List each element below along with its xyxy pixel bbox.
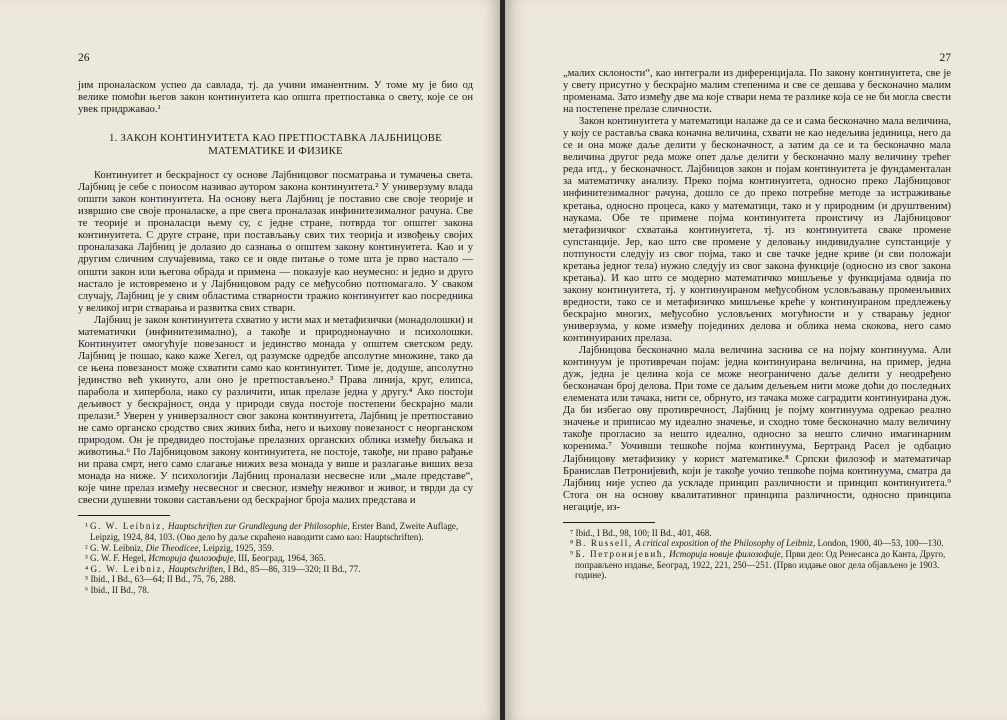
- right-page: [505, 0, 1007, 720]
- footnote-separator: [78, 515, 170, 516]
- footnote: ² G. W. Leibniz, Die Theodicee, Leipzig, 1925, 359.: [85, 542, 274, 553]
- footnote: ⁴ G. W. Leibniz, Hauptschriften, I Bd., 85—86, 319—320; II Bd., 77.: [85, 563, 361, 574]
- paragraph: Закон континуитета у математици налаже да се и сама бесконачно мала величина, у коју се раставља свака коначна величина, схвати не као недељива јединица, него да се и она може даље делити у бесконачност, а затим да се и та бесконачно мала величина другог реда може опет даље делити у бесконачно малу величину трећег реда итд., у бесконачност. Лајбницов закон и појам континуитета је фундаменталан за математичку анализу. Преко појма континуитета, односно преко Лајбницовог инфинитезималног рачуна, дошло се до преко потребне методе за истраживање кретања, односно процеса, како у математици, тако и у природним (и друштвеним) наукама. Обе те примене појма континуитета проистичу из Лајбницовог метафизичког схватања континуитета, тј. из континуитета сваке промене супстанције. Јер, као што све промене у деловању индивидуалне супстанције у потпуности следују из свог појма, тако и све тачке једне криве (и сви положаји кретања једног тела) нужно следују из свог закона функције (односно из свог закона кретања). И као што се модерно математичко мишљење у функцијама одвија по закону континуитета, тј. у континуираном међусобном условљавању променљивих вредности, тако се и метафизичко мишљење креће у континуираном предлежењу бескрајно многих, међусобно условљених могућности и у стварању једног универзума, у коме између појединих делова и облика нема скокова, него само континуираних прелаза.: [563, 116, 951, 345]
- footnote: ⁷ Ibid., I Bd., 98, 100; II Bd., 401, 468.: [570, 527, 712, 538]
- footnote: ⁵ Ibid., I Bd., 63—64; II Bd., 75, 76, 288.: [85, 574, 236, 585]
- paragraph: Континуитет и бескрајност су основе Лајбницовог посматрања и тумачења света. Лајбниц је себе с поносом називао аутором закона континуитета.² У универзуму влада општи закон континуитета. На основу њега Лајбниц је поставио све своје теорије и извршио све своје проналаске, а пре свега проналазак инфинитезималног рачуна. Све те теорије и проналасци њему су, с једне стране, потврда тог општег закона континуитета. С друге стране, при постављању свих тих теорија и извођењу својих проналазака Лајбниц је долазио до сазнања о општем закону континуитета. Као и у другим сличним случајевима, тако се и овде питање о томе шта је прво настало — општи закон или његова обрада и примена — показује као неумесно: и једно и друго настало је истовремено и у Лајбницовом раду се међусобно потпомагало. У сваком случају, Лајбниц је у свим областима стварности тражио континуитет као посредника у великој игри стварања и развитка свих ствари.: [78, 170, 473, 314]
- paragraph: Лајбницова бесконачно мала величина заснива се на појму континуума. Али континуум је противречан појам: једна континуирана величина, на пример, једна дуж, једна је целина која се може неограничено даље делити у неодређено бесконачан број делова. При томе се даљим дељењем нити може доћи до последњих елемената или тачака, нити се, обрнуто, из тачака може саградити континуирана дуж. Да би избегао ову противречност, Лајбниц је појму континуума одрекао реално значење и приписао му идеално значење, и сходно томе бесконачно малу величину такође прогласио за нешто идеално, односно за нешто слично имагинарним коренима.⁷ Уочивши тешкоће појма континуума, Бертранд Расел је одбацио Лајбницову метафизику у корист математике.⁸ Српски филозоф и математичар Бранислав Петронијевић, који је такође уочио тешкоће појма континуума, сматра да Лајбниц није успео да ускладе принцип различности и принцип континуитета.⁹ Стога он на основу квалитативног принципа различности, односно принципа негације, из-: [563, 345, 951, 513]
- paragraph: „малих склоности“, као интеграли из диференцијала. По закону континуитета, све је у свету присутно у бескрајно малим степенима и све се дешава у бесконачно малим променама. Зато између две ма које ствари нема те разлике која се не би могла свести на постепене прелазе сличности.: [563, 68, 951, 116]
- footnote: ⁶ Ibid., II Bd., 78.: [85, 585, 150, 596]
- footnotes: [563, 528, 951, 581]
- footnote-separator: [563, 522, 655, 523]
- left-body-text: [78, 80, 473, 507]
- page-number: 27: [939, 52, 951, 64]
- paragraph: Лајбниц је закон континуитета схватио у исти мах и метафизички (монадолошки) и математички (инфинитезимално), а такође и природнонаучно и психолошки. Континуитет омогућује повезаност и јединство монада у општем светском реду. Лајбниц је пошао, како каже Хегел, од разумске одредбе апсолутне множине, тако да се њена повезаност може схватити само као континуитет. Тиме је, додуше, апсолутно јединство већ укинуто, али оно је претпостављено.³ Права линија, круг, елипса, парабола и хипербола, иако су различити, ипак прелазе једна у другу.⁴ Ако постоји дељивост у бескрајност, онда у природи свуда постоје постепени бескрајно мали прелази.⁵ Уверен у универзалност свог закона континуитета, Лајбниц је претпоставио не само органско сродство свих живих бића, него и њихову повезаност с неорганском природом. Он је предвидео постојање прелазних органских облика између биљака и животиња.⁶ По Лајбницовом закону континуитета, не постоје, такође, ни право рађање ни права смрт, него само слагање нижих веза монада у више и разлагање виших веза монада на ниже. У психологији Лајбниц проналази несвесне или „мале представе“, које чине прелаз између несвесног и свесног, између неживог и живог, и тврди да су свесни душевни токови састављени од бескрајног броја малих представа и: [78, 314, 473, 507]
- footnote: ⁹ Б. Петронијевић, Историја новије филозофије, Први део: Од Ренесанса до Канта, Друго, поправљено издање, Београд, 1922, 221, 250—251. (Прво издање овог дела објављено је 1903. године).: [570, 548, 946, 581]
- footnote: ³ G. W. F. Hegel, Историја филозофије, III, Београд, 1964, 365.: [85, 553, 326, 564]
- left-page: [0, 0, 501, 720]
- section-heading: 1. ЗАКОН КОНТИНУИТЕТА КАО ПРЕТПОСТАВКА ЛАЈБНИЦОВЕ МАТЕМАТИКЕ И ФИЗИКЕ: [109, 132, 442, 158]
- footnotes: [78, 521, 473, 595]
- paragraph: јим проналаском успео да савлада, тј. да учини иманентним. У томе му је био од велике помоћи његов закон континуитета као општа претпоставка о свету, које се он увек придржавао.¹: [78, 80, 473, 116]
- footnote: ¹ G. W. Leibniz, Hauptschriften zur Grundlegung der Philosophie, Erster Band, Zweite Auflage, Leipzig, 1924, 84, 103. (Ово дело ћу даље скраћено наводити само као: Hauptschriften).: [85, 521, 459, 543]
- page-number: 26: [78, 52, 90, 64]
- footnote: ⁸ B. Russell, A critical exposition of the Philosophy of Leibniz, London, 1900, 40—53, 100—130.: [570, 538, 944, 549]
- right-body-text: [563, 68, 951, 514]
